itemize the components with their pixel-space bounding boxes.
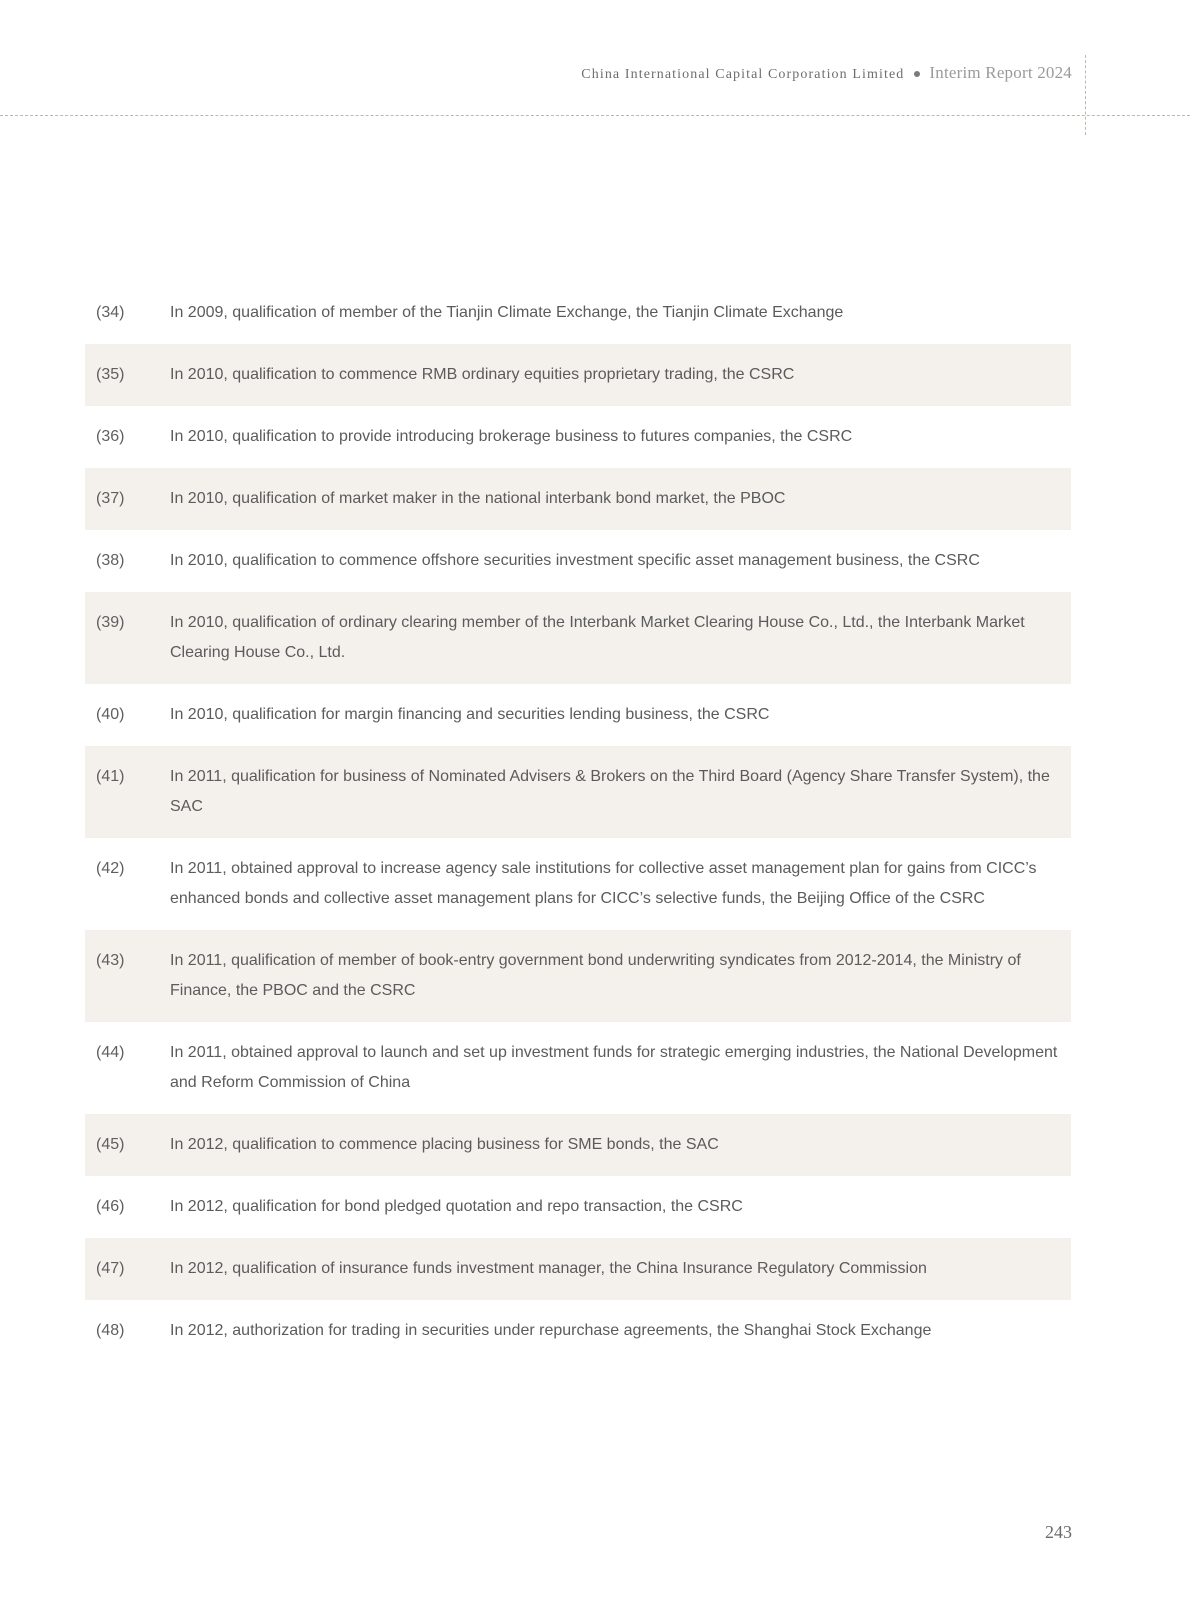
item-text: In 2012, qualification to commence placing business for SME bonds, the SAC [170,1136,719,1153]
table-row [85,930,1071,1022]
item-text: In 2010, qualification to provide introducing brokerage business to futures companies, the CSRC [170,428,853,445]
item-text: In 2010, qualification of market maker in the national interbank bond market, the PBOC [170,490,786,507]
table-row [85,838,1071,930]
item-text: In 2009, qualification of member of the Tianjin Climate Exchange, the Tianjin Climate Exchange [170,304,844,321]
item-text: In 2011, obtained approval to increase agency sale institutions for collective asset management plan for gains from CICC’s enhanced bonds and collective asset management plans for CICC’s selective funds, the Beijing Office of the CSRC [170,860,1037,907]
item-number: (46) [96,1198,125,1215]
item-number: (34) [96,304,125,321]
item-text: In 2011, qualification of member of book-entry government bond underwriting syndicates from 2012-2014, the Ministry of Finance, the PBOC and the CSRC [170,952,1021,999]
item-number: (43) [96,952,125,969]
company-name: China International Capital Corporation Limited [581,67,905,82]
header-vertical-divider [1085,55,1086,135]
report-title: Interim Report 2024 [929,63,1072,82]
table-row [85,684,1071,746]
item-text: In 2010, qualification of ordinary clearing member of the Interbank Market Clearing House Co., Ltd., the Interbank Market Clearing House Co., Ltd. [170,614,1025,661]
item-number: (45) [96,1136,125,1153]
item-number: (47) [96,1260,125,1277]
item-text: In 2010, qualification for margin financing and securities lending business, the CSRC [170,706,770,723]
item-number: (42) [96,860,125,877]
table-row [85,468,1071,530]
table-row [85,1114,1071,1176]
table-row [85,592,1071,684]
item-text: In 2012, qualification of insurance funds investment manager, the China Insurance Regulatory Commission [170,1260,927,1277]
item-number: (37) [96,490,125,507]
item-text: In 2012, authorization for trading in securities under repurchase agreements, the Shanghai Stock Exchange [170,1322,932,1339]
item-text: In 2012, qualification for bond pledged quotation and repo transaction, the CSRC [170,1198,743,1215]
table-row [85,282,1071,344]
item-number: (38) [96,552,125,569]
qualifications-table [85,282,1071,1362]
table-row [85,406,1071,468]
table-row [85,1022,1071,1114]
item-text: In 2010, qualification to commence offshore securities investment specific asset management business, the CSRC [170,552,980,569]
table-row [85,530,1071,592]
item-number: (35) [96,366,125,383]
running-header [581,63,1072,83]
table-row [85,1238,1071,1300]
header-divider [0,115,1190,116]
item-number: (40) [96,706,125,723]
item-number: (39) [96,614,125,631]
table-row [85,746,1071,838]
bullet-dot-icon [914,71,920,77]
item-text: In 2011, obtained approval to launch and set up investment funds for strategic emerging industries, the National Development and Reform Commission of China [170,1044,1058,1091]
item-text: In 2011, qualification for business of Nominated Advisers & Brokers on the Third Board (Agency Share Transfer System), the SAC [170,768,1050,815]
page-number: 243 [1045,1522,1072,1542]
item-number: (48) [96,1322,125,1339]
item-number: (36) [96,428,125,445]
item-number: (44) [96,1044,125,1061]
table-row [85,1176,1071,1238]
item-text: In 2010, qualification to commence RMB ordinary equities proprietary trading, the CSRC [170,366,795,383]
table-row [85,344,1071,406]
item-number: (41) [96,768,125,785]
table-row [85,1300,1071,1362]
